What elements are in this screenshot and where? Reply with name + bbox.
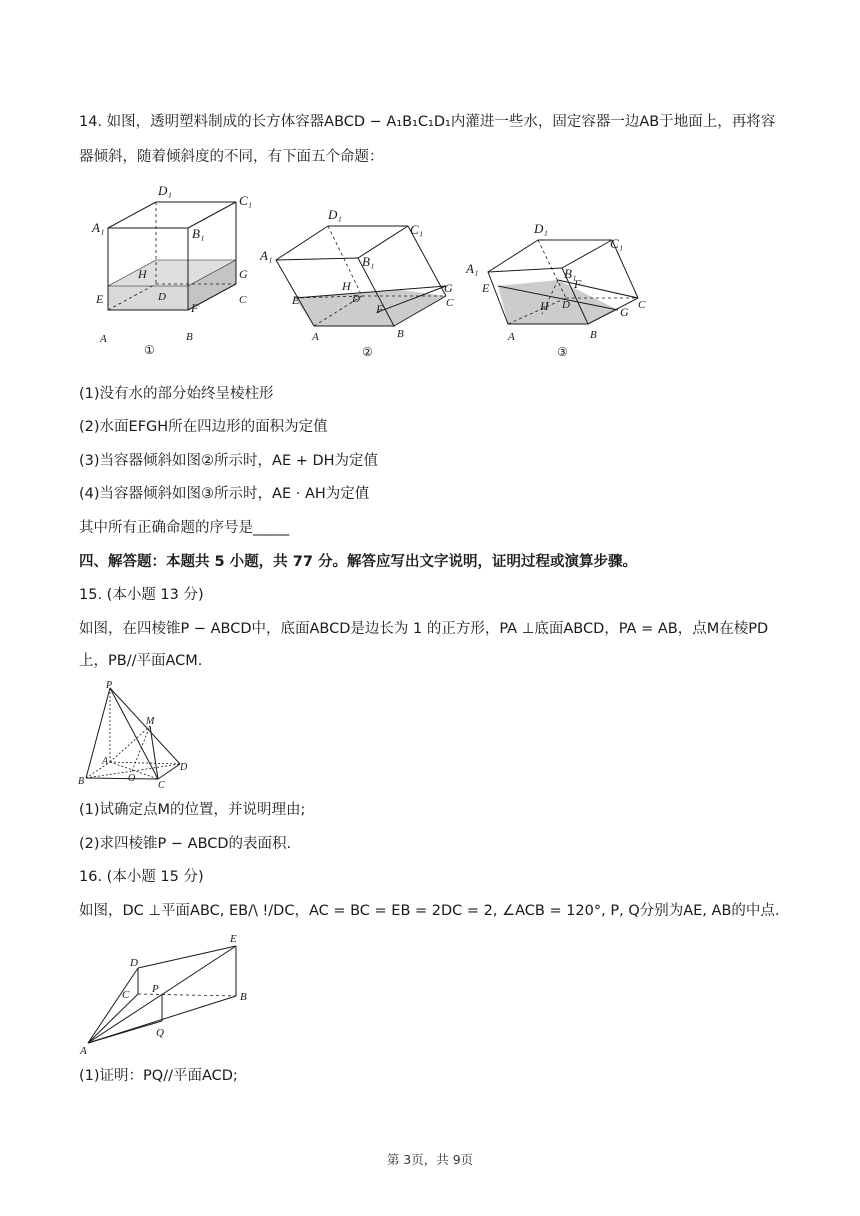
- svg-text:D₁: D₁: [328, 207, 342, 222]
- svg-text:D: D: [352, 293, 360, 305]
- svg-text:B: B: [240, 991, 247, 1003]
- q14-prop1: (1)没有水的部分始终呈棱柱形: [79, 386, 274, 402]
- svg-text:P: P: [152, 983, 159, 995]
- svg-text:E: E: [230, 933, 237, 945]
- svg-text:A: A: [80, 1045, 87, 1057]
- fig1-caption: ①: [144, 343, 155, 356]
- q16-part1: (1)证明：PQ//平面ACD;: [79, 1068, 238, 1084]
- page-footer: 第 3页，共 9页: [386, 1152, 474, 1167]
- q15-figure-pyramid: [76, 678, 196, 788]
- svg-text:C₁: C₁: [239, 193, 253, 208]
- svg-text:A₁: A₁: [92, 220, 105, 235]
- svg-text:E: E: [292, 293, 300, 307]
- q15-part2: (2)求四棱锥P − ABCD的表面积.: [79, 836, 292, 852]
- svg-text:Q: Q: [156, 1027, 164, 1039]
- q16-figure: [76, 928, 256, 1058]
- svg-text:H: H: [540, 299, 549, 313]
- svg-text:B: B: [186, 331, 193, 343]
- svg-text:G: G: [444, 281, 453, 295]
- svg-text:F: F: [574, 277, 582, 291]
- svg-text:C₁: C₁: [610, 236, 624, 251]
- section4-heading: 四、解答题：本题共 5 小题，共 77 分。解答应写出文字说明，证明过程或演算步骤。: [79, 554, 637, 570]
- svg-text:D: D: [130, 957, 138, 969]
- svg-text:D₁: D₁: [158, 183, 172, 198]
- q15-text-line1: 如图，在四棱锥P − ABCD中，底面ABCD是边长为 1 的正方形，PA ⊥底面ABCD，PA = AB，点M在棱PD: [79, 621, 769, 637]
- svg-text:D: D: [562, 299, 570, 311]
- svg-text:D₁: D₁: [534, 221, 548, 236]
- svg-text:A₁: A₁: [466, 261, 479, 276]
- svg-text:M: M: [146, 716, 155, 727]
- q15-text-line2: 上，PB//平面ACM.: [79, 653, 203, 669]
- svg-text:D: D: [158, 291, 166, 303]
- fig2-caption: ②: [362, 345, 373, 359]
- svg-text:B₁: B₁: [362, 254, 375, 269]
- fig3-caption: ③: [557, 345, 568, 359]
- q14-figure-2: [258, 200, 466, 360]
- svg-text:F: F: [376, 302, 384, 316]
- q16-header: 16. (本小题 15 分): [79, 869, 204, 885]
- svg-text:O: O: [128, 773, 136, 784]
- q14-figure-1: [88, 178, 258, 356]
- svg-text:G: G: [239, 267, 248, 281]
- svg-text:B: B: [78, 776, 85, 787]
- q14-ask: 其中所有正确命题的序号是_____: [79, 520, 290, 536]
- svg-text:B₁: B₁: [564, 266, 577, 281]
- svg-text:E: E: [482, 281, 490, 295]
- svg-text:A: A: [102, 756, 109, 767]
- q14-prop4: (4)当容器倾斜如图③所示时，AE · AH为定值: [79, 486, 370, 502]
- svg-text:H: H: [138, 267, 147, 281]
- q14-prop2: (2)水面EFGH所在四边形的面积为定值: [79, 419, 328, 435]
- svg-text:C₁: C₁: [410, 222, 424, 237]
- svg-text:C: C: [158, 780, 165, 788]
- svg-text:D: D: [180, 762, 188, 773]
- svg-text:B: B: [397, 328, 404, 340]
- svg-text:A: A: [508, 331, 515, 343]
- svg-text:C: C: [638, 299, 646, 311]
- svg-text:P: P: [106, 680, 113, 691]
- q14-text-line2: 器倾斜，随着倾斜度的不同，有下面五个命题：: [79, 149, 384, 165]
- svg-text:C: C: [446, 297, 454, 309]
- svg-text:G: G: [620, 305, 629, 319]
- svg-text:C: C: [239, 294, 247, 306]
- svg-text:A: A: [312, 331, 319, 343]
- svg-text:A: A: [100, 333, 107, 345]
- svg-text:C: C: [122, 989, 130, 1001]
- q14-figure-3: [462, 218, 662, 360]
- q14-text-line1: 14. 如图，透明塑料制成的长方体容器ABCD − A₁B₁C₁D₁内灌进一些水，固定容器一边AB于地面上，再将容: [79, 114, 776, 130]
- svg-text:B: B: [590, 329, 597, 341]
- q15-header: 15. (本小题 13 分): [79, 587, 204, 603]
- svg-text:H: H: [342, 279, 351, 293]
- q16-text-line1: 如图，DC ⊥平面ABC, EB/\ !/DC，AC = BC = EB = 2DC = 2, ∠ACB = 120°, P, Q分别为AE, AB的中点.: [79, 903, 780, 919]
- svg-text:B₁: B₁: [192, 226, 205, 241]
- svg-text:F: F: [191, 301, 199, 315]
- svg-text:A₁: A₁: [260, 248, 273, 263]
- q14-prop3: (3)当容器倾斜如图②所示时，AE + DH为定值: [79, 453, 379, 469]
- q15-part1: (1)试确定点M的位置，并说明理由;: [79, 802, 306, 818]
- svg-text:E: E: [96, 292, 104, 306]
